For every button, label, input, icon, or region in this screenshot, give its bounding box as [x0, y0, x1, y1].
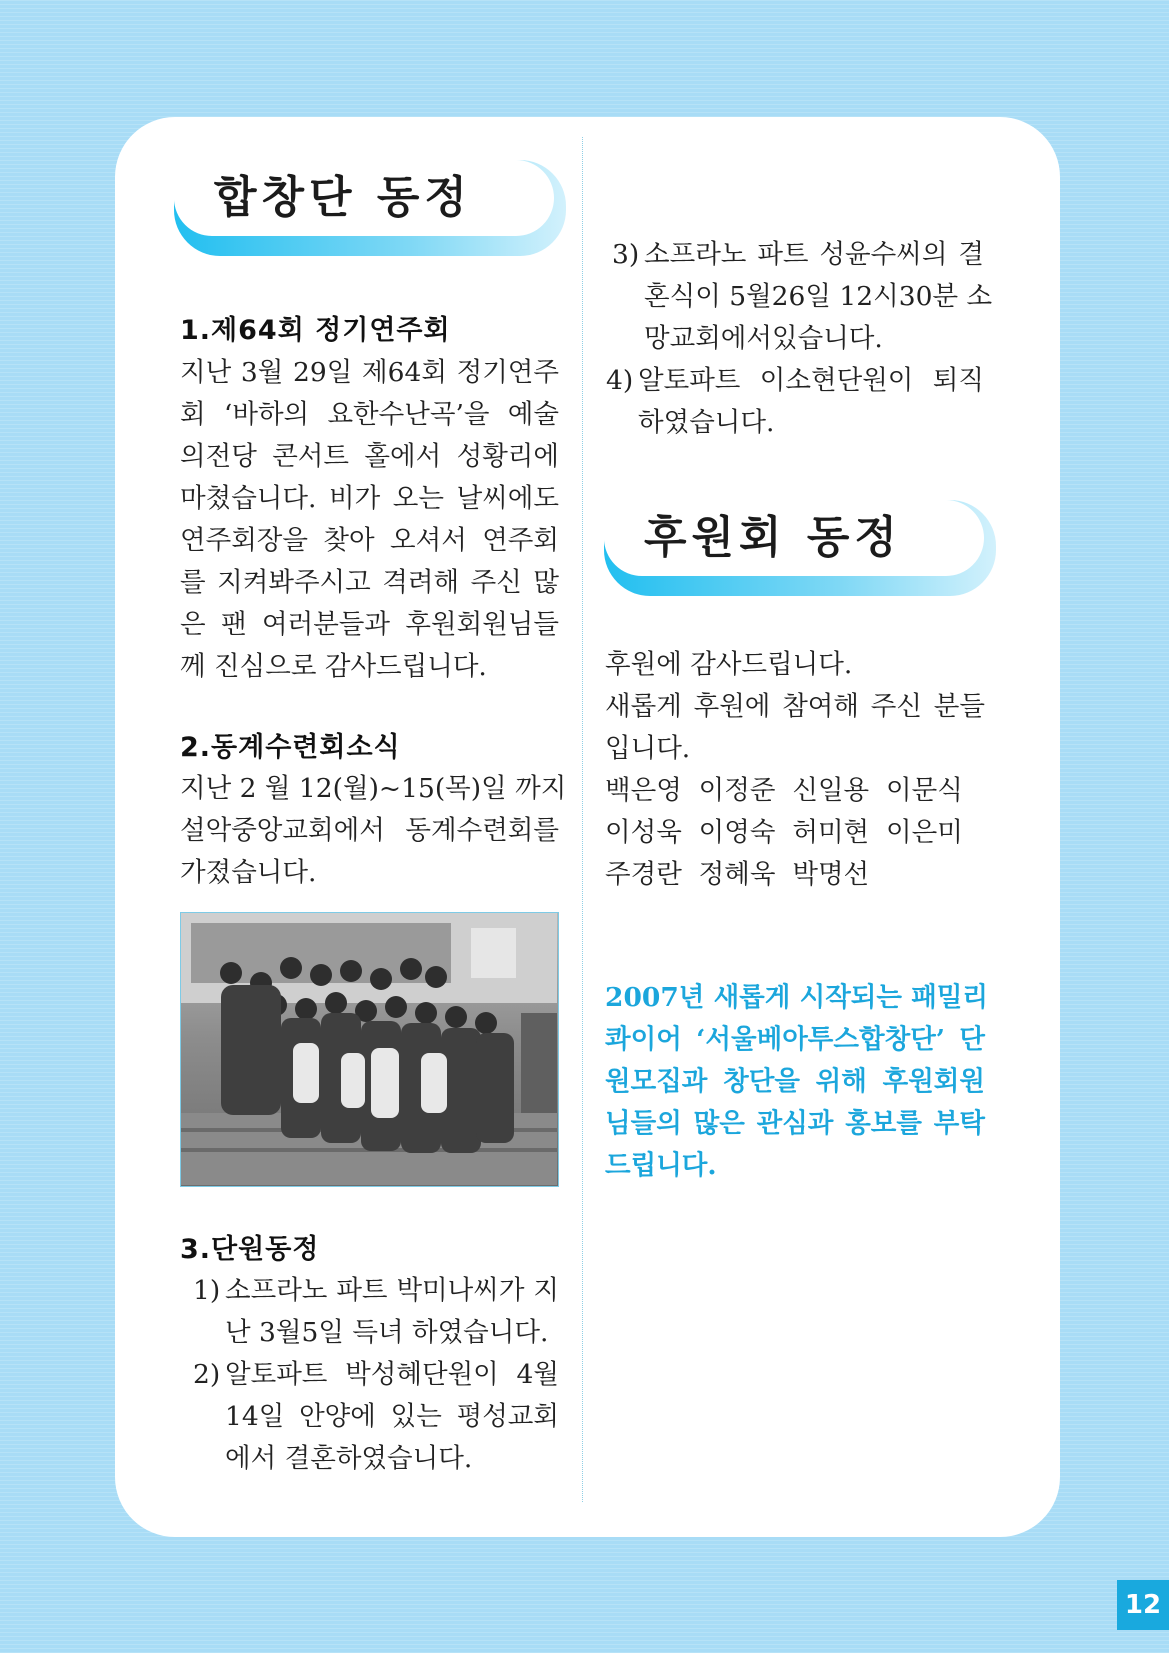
sponsor-name: 이문식 — [886, 775, 963, 806]
sponsor-names-row — [605, 812, 995, 854]
section-1-line: 를 지켜봐주시고 격려해 주신 많 — [180, 567, 559, 598]
group-photo — [180, 912, 559, 1187]
section-1-line: 은 팬 여러분들과 후원회원님들 — [180, 609, 559, 640]
item-line: 망교회에서있습니다. — [644, 323, 883, 354]
section-1-body — [180, 352, 559, 688]
section-1-line: 회 ‘바하의 요한수난곡’을 예술 — [180, 399, 559, 430]
section-2-line: 설악중앙교회에서 동계수련회를 — [180, 815, 559, 846]
item-line: 에서 결혼하였습니다. — [225, 1443, 473, 1474]
choir-news-banner — [174, 160, 566, 256]
sponsor-thanks — [605, 644, 985, 770]
sponsor-line: 후원에 감사드립니다. — [605, 649, 853, 680]
section-2-line: 가졌습니다. — [180, 857, 317, 888]
member-news-item — [193, 1354, 559, 1480]
item-line: 난 3월5일 득녀 하였습니다. — [225, 1317, 549, 1348]
item-number: 2) — [193, 1359, 221, 1390]
sponsor-name: 백은영 — [605, 775, 682, 806]
section-2-heading: 2.동계수련회소식 — [180, 732, 401, 763]
item-number: 4) — [606, 365, 634, 396]
item-line: 소프라노 파트 성윤수씨의 결 — [644, 239, 984, 270]
item-line: 하였습니다. — [638, 407, 775, 438]
member-news-item — [606, 360, 984, 444]
section-1-line: 지난 3월 29일 제64회 정기연주 — [180, 357, 559, 388]
item-line: 혼식이 5월26일 12시30분 소 — [644, 281, 993, 312]
sponsor-news-title: 후원회 동정 — [644, 512, 902, 563]
sponsor-line: 새롭게 후원에 참여해 주신 분들 — [605, 691, 985, 722]
sponsor-name: 이성욱 — [605, 817, 682, 848]
sponsor-names — [605, 770, 995, 896]
recruitment-appeal — [605, 977, 989, 1187]
choir-news-title: 합창단 동정 — [214, 172, 472, 223]
section-1-line: 께 진심으로 감사드립니다. — [180, 651, 487, 682]
item-number: 1) — [193, 1275, 221, 1306]
sponsor-name: 이영숙 — [698, 817, 776, 848]
section-1-line: 마쳤습니다. 비가 오는 날씨에도 — [180, 483, 559, 514]
section-1-line: 의전당 콘서트 홀에서 성황리에 — [180, 441, 559, 472]
sponsor-name: 이정준 — [698, 775, 776, 806]
appeal-line: 드립니다. — [605, 1150, 717, 1181]
item-line: 알토파트 이소현단원이 퇴직 — [638, 365, 984, 396]
appeal-line: 원모집과 창단을 위해 후원회원 — [605, 1066, 985, 1097]
item-line: 소프라노 파트 박미나씨가 지 — [225, 1275, 559, 1306]
appeal-line: 님들의 많은 관심과 홍보를 부탁 — [605, 1108, 985, 1139]
section-1-line: 연주회장을 찾아 오셔서 연주회 — [180, 525, 559, 556]
item-line: 14일 안양에 있는 평성교회 — [225, 1401, 559, 1432]
sponsor-news-banner — [604, 500, 996, 596]
sponsor-name: 주경란 — [605, 859, 682, 890]
section-1-heading: 1.제64회 정기연주회 — [180, 315, 451, 346]
sponsor-name: 박명선 — [792, 859, 870, 890]
sponsor-name: 신일용 — [792, 775, 870, 806]
section-3-heading: 3.단원동정 — [180, 1234, 320, 1265]
sponsor-names-row — [605, 854, 995, 896]
sponsor-name: 이은미 — [886, 817, 963, 848]
sponsor-name: 정혜욱 — [698, 859, 776, 890]
column-divider — [582, 137, 583, 1502]
item-line: 알토파트 박성혜단원이 4월 — [225, 1359, 559, 1390]
page-number: 12 — [1117, 1580, 1169, 1630]
section-2-body — [180, 768, 567, 894]
group-photo-illustration — [181, 913, 557, 1185]
member-news-item — [612, 234, 993, 360]
section-2-line: 지난 2 월 12(월)~15(목)일 까지 — [180, 773, 567, 804]
member-news-item — [193, 1270, 559, 1354]
appeal-line: 2007년 새롭게 시작되는 패밀리 — [605, 982, 989, 1013]
appeal-line: 콰이어 ‘서울베아투스합창단’ 단 — [605, 1024, 985, 1055]
sponsor-line: 입니다. — [605, 733, 691, 764]
item-number: 3) — [612, 239, 640, 270]
sponsor-name: 허미현 — [792, 817, 870, 848]
sponsor-names-row — [605, 770, 995, 812]
